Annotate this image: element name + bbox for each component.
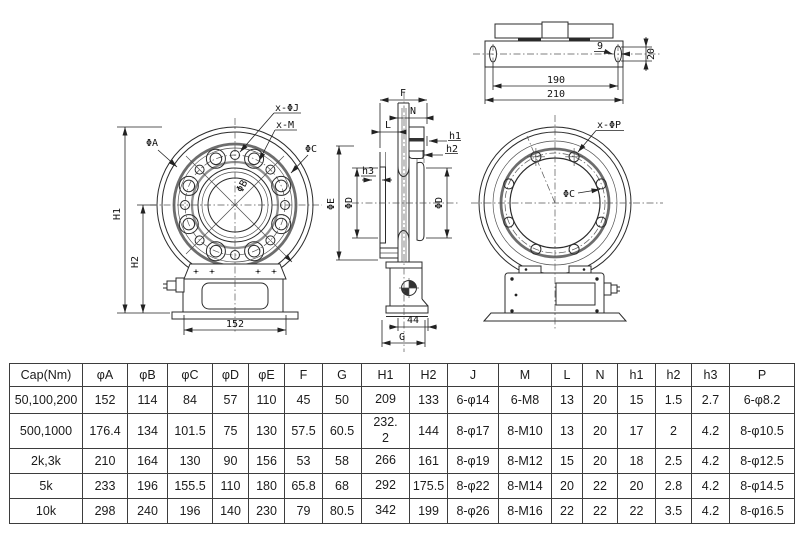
column-header: H2 <box>410 364 448 387</box>
column-header: h1 <box>618 364 656 387</box>
clamp-tab-left <box>519 266 541 273</box>
mount-holes-label: x-ΦP <box>597 120 622 131</box>
table-row <box>10 449 795 474</box>
value-cell: 22 <box>552 499 583 524</box>
value-cell: 8-M16 <box>499 499 552 524</box>
top-view <box>473 22 660 104</box>
section-view <box>326 88 461 352</box>
column-header: F <box>285 364 323 387</box>
value-cell: 4.2 <box>692 449 730 474</box>
value-cell: 4.2 <box>692 499 730 524</box>
value-cell: 8-φ16.5 <box>730 499 795 524</box>
right-flange-section <box>417 162 424 240</box>
value-cell: 1.5 <box>656 387 692 414</box>
h3-small-label: h3 <box>362 166 375 177</box>
h2-small-label: h2 <box>446 144 459 155</box>
value-cell: 176.4 <box>83 414 128 449</box>
column-header: h3 <box>692 364 730 387</box>
value-cell: 240 <box>128 499 168 524</box>
rear-dia-c-label: ΦC <box>563 189 576 200</box>
column-header: M <box>499 364 552 387</box>
l-label: L <box>385 120 392 131</box>
value-cell: 298 <box>83 499 128 524</box>
value-cell: 6-M8 <box>499 387 552 414</box>
value-cell: 196 <box>168 499 213 524</box>
dia-a-label: ΦA <box>146 138 159 149</box>
dia-e-label: ΦE <box>326 197 337 211</box>
value-cell: 20 <box>552 474 583 499</box>
value-cell: 101.5 <box>168 414 213 449</box>
value-cell: 13 <box>552 414 583 449</box>
value-cell: 45 <box>285 387 323 414</box>
value-cell: 8-φ14.5 <box>730 474 795 499</box>
value-cell: 156 <box>249 449 285 474</box>
capacity-cell: 2k,3k <box>10 449 83 474</box>
value-cell: 58 <box>323 449 362 474</box>
flexure-notch-upper <box>398 166 409 177</box>
value-cell: 20 <box>583 414 618 449</box>
value-cell: 210 <box>83 449 128 474</box>
value-cell: 2.8 <box>656 474 692 499</box>
dia-b-label: ΦB <box>234 178 251 195</box>
h1-small-label: h1 <box>449 131 462 142</box>
f-label: F <box>399 88 407 99</box>
slot-width-label: 9 <box>597 41 604 52</box>
value-cell: 18 <box>618 449 656 474</box>
table-row <box>10 414 795 449</box>
value-cell: 152 <box>83 387 128 414</box>
value-cell: 2 <box>656 414 692 449</box>
rear-view <box>471 115 663 330</box>
column-header: Cap(Nm) <box>10 364 83 387</box>
header-row <box>10 364 795 387</box>
h1-label: H1 <box>112 207 123 221</box>
value-cell: 20 <box>618 474 656 499</box>
value-cell: 3.5 <box>656 499 692 524</box>
column-header: J <box>448 364 499 387</box>
column-header: φA <box>83 364 128 387</box>
clamp-tab-right <box>569 266 591 273</box>
front-view <box>112 103 322 335</box>
value-cell: 20 <box>583 387 618 414</box>
value-cell: 266 <box>362 449 410 474</box>
table-row <box>10 474 795 499</box>
value-cell: 144 <box>410 414 448 449</box>
value-cell: 292 <box>362 474 410 499</box>
value-cell: 8-φ22 <box>448 474 499 499</box>
g-label: G <box>398 332 406 343</box>
value-cell: 140 <box>213 499 249 524</box>
column-header: h2 <box>656 364 692 387</box>
value-cell: 15 <box>618 387 656 414</box>
slot-length-label: 20 <box>646 47 657 61</box>
value-cell: 8-φ17 <box>448 414 499 449</box>
value-cell: 8-φ19 <box>448 449 499 474</box>
value-cell: 155.5 <box>168 474 213 499</box>
value-cell: 68 <box>323 474 362 499</box>
value-cell: 114 <box>128 387 168 414</box>
value-cell: 8-φ26 <box>448 499 499 524</box>
capacity-cell: 500,1000 <box>10 414 83 449</box>
top-center-tab <box>542 22 568 38</box>
table-row <box>10 387 795 414</box>
value-cell: 133 <box>410 387 448 414</box>
value-cell: 6-φ8.2 <box>730 387 795 414</box>
value-cell: 230 <box>249 499 285 524</box>
h2-label: H2 <box>130 255 141 269</box>
value-cell: 209 <box>362 387 410 414</box>
value-cell: 60.5 <box>323 414 362 449</box>
table-row <box>10 499 795 524</box>
value-cell: 57 <box>213 387 249 414</box>
overall-length-label: 210 <box>546 89 566 100</box>
cable-connector <box>163 278 184 292</box>
value-cell: 232.2 <box>362 414 410 449</box>
column-header: φB <box>128 364 168 387</box>
value-cell: 80.5 <box>323 499 362 524</box>
left-flange-section <box>380 167 386 243</box>
value-cell: 8-φ12.5 <box>730 449 795 474</box>
base-depth-label: 152 <box>225 319 245 330</box>
value-cell: 2.5 <box>656 449 692 474</box>
value-cell: 22 <box>583 499 618 524</box>
spec-table <box>9 363 795 524</box>
value-cell: 50 <box>323 387 362 414</box>
junction-box-nameplate <box>556 283 595 305</box>
value-cell: 6-φ14 <box>448 387 499 414</box>
value-cell: 164 <box>128 449 168 474</box>
column-header: P <box>730 364 795 387</box>
column-header: φD <box>213 364 249 387</box>
value-cell: 8-M12 <box>499 449 552 474</box>
value-cell: 2.7 <box>692 387 730 414</box>
value-cell: 84 <box>168 387 213 414</box>
value-cell: 57.5 <box>285 414 323 449</box>
value-cell: 233 <box>83 474 128 499</box>
value-cell: 180 <box>249 474 285 499</box>
value-cell: 22 <box>583 474 618 499</box>
column-header: G <box>323 364 362 387</box>
column-header: N <box>583 364 618 387</box>
thread-holes-label: x-M <box>276 120 295 131</box>
value-cell: 175.5 <box>410 474 448 499</box>
capacity-cell: 50,100,200 <box>10 387 83 414</box>
value-cell: 199 <box>410 499 448 524</box>
value-cell: 75 <box>213 414 249 449</box>
value-cell: 22 <box>618 499 656 524</box>
value-cell: 134 <box>128 414 168 449</box>
slot-span-label: 190 <box>546 75 566 86</box>
value-cell: 130 <box>249 414 285 449</box>
dia-d-right-label: ΦD <box>434 196 445 210</box>
value-cell: 130 <box>168 449 213 474</box>
dia-d-left-label: ΦD <box>344 196 355 210</box>
diagonal-centerline-2 <box>186 156 292 262</box>
value-cell: 20 <box>583 449 618 474</box>
value-cell: 65.8 <box>285 474 323 499</box>
column-header: φE <box>249 364 285 387</box>
value-cell: 8-φ10.5 <box>730 414 795 449</box>
column-header: H1 <box>362 364 410 387</box>
column-header: L <box>552 364 583 387</box>
flexure-notch-lower <box>398 231 409 242</box>
thru-holes-label: x-ΦJ <box>275 103 300 114</box>
value-cell: 13 <box>552 387 583 414</box>
n-label: N <box>409 106 417 117</box>
bracket-foot <box>386 306 428 313</box>
value-cell: 161 <box>410 449 448 474</box>
value-cell: 15 <box>552 449 583 474</box>
value-cell: 17 <box>618 414 656 449</box>
width-44-label: 44 <box>406 315 420 326</box>
rear-connector <box>604 283 620 295</box>
capacity-cell: 10k <box>10 499 83 524</box>
value-cell: 90 <box>213 449 249 474</box>
value-cell: 8-M10 <box>499 414 552 449</box>
value-cell: 342 <box>362 499 410 524</box>
value-cell: 4.2 <box>692 414 730 449</box>
value-cell: 79 <box>285 499 323 524</box>
value-cell: 110 <box>213 474 249 499</box>
value-cell: 53 <box>285 449 323 474</box>
column-header: φC <box>168 364 213 387</box>
value-cell: 196 <box>128 474 168 499</box>
value-cell: 8-M14 <box>499 474 552 499</box>
dia-c-label: ΦC <box>305 144 318 155</box>
capacity-cell: 5k <box>10 474 83 499</box>
value-cell: 110 <box>249 387 285 414</box>
value-cell: 4.2 <box>692 474 730 499</box>
